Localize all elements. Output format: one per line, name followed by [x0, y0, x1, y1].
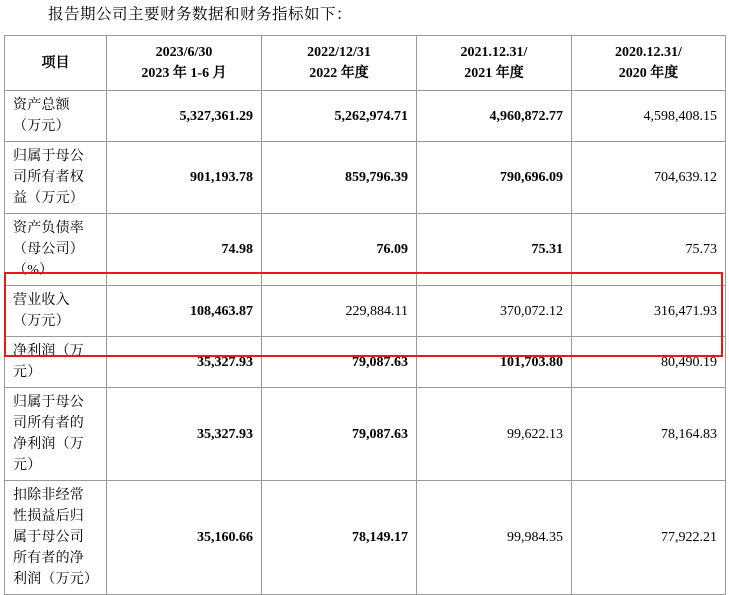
- row-value: 5,262,974.71: [262, 91, 417, 142]
- table-row-highlighted: [5, 337, 726, 388]
- column-header-2023: [107, 36, 262, 91]
- row-value: 99,984.35: [417, 481, 572, 595]
- row-label: 扣除非经常性损益后归属于母公司所有者的净利润（万元）: [5, 481, 107, 595]
- row-label: 归属于母公司所有者的净利润（万元）: [5, 388, 107, 481]
- row-value: 99,622.13: [417, 388, 572, 481]
- row-value: 790,696.09: [417, 142, 572, 214]
- row-value: 704,639.12: [572, 142, 726, 214]
- financial-data-table: [4, 35, 726, 595]
- row-value: 78,149.17: [262, 481, 417, 595]
- row-value: 78,164.83: [572, 388, 726, 481]
- column-header-line: 2022/12/31: [307, 45, 371, 60]
- row-value: 75.73: [572, 214, 726, 286]
- row-value: 77,922.21: [572, 481, 726, 595]
- row-label: 净利润（万元）: [5, 337, 107, 388]
- table-row: [5, 481, 726, 595]
- column-header-line: 2023/6/30: [155, 45, 213, 60]
- table-header-row: [5, 36, 726, 91]
- column-header-line: 2020 年度: [618, 66, 679, 81]
- row-label: 资产负债率（母公司）（%）: [5, 214, 107, 286]
- row-value: 859,796.39: [262, 142, 417, 214]
- column-header-line: 2023 年 1-6 月: [141, 66, 227, 81]
- table-row: [5, 214, 726, 286]
- row-value: 4,960,872.77: [417, 91, 572, 142]
- column-header-line: 2022 年度: [309, 66, 369, 81]
- column-header-2020: [572, 36, 726, 91]
- row-value: 229,884.11: [262, 286, 417, 337]
- column-header-line: 2021.12.31/: [460, 45, 528, 60]
- row-label: 资产总额（万元）: [5, 91, 107, 142]
- row-value: 80,490.19: [572, 337, 726, 388]
- column-header-2021: [417, 36, 572, 91]
- row-label: 营业收入（万元）: [5, 286, 107, 337]
- row-value: 108,463.87: [107, 286, 262, 337]
- intro-paragraph: 报告期公司主要财务数据和财务指标如下：: [48, 6, 353, 23]
- row-value: 35,160.66: [107, 481, 262, 595]
- row-value: 370,072.12: [417, 286, 572, 337]
- row-value: 4,598,408.15: [572, 91, 726, 142]
- table-row: [5, 388, 726, 481]
- row-value: 75.31: [417, 214, 572, 286]
- column-header-line: 2021 年度: [464, 66, 524, 81]
- row-value: 35,327.93: [107, 337, 262, 388]
- row-value: 79,087.63: [262, 337, 417, 388]
- table-row: [5, 142, 726, 214]
- column-header-item: [5, 36, 107, 91]
- row-label: 归属于母公司所有者权益（万元）: [5, 142, 107, 214]
- row-value: 316,471.93: [572, 286, 726, 337]
- row-value: 79,087.63: [262, 388, 417, 481]
- table-header: [5, 36, 726, 91]
- column-header-line: 2020.12.31/: [615, 45, 682, 60]
- column-header-2022: [262, 36, 417, 91]
- row-value: 901,193.78: [107, 142, 262, 214]
- column-header-line: 项目: [41, 55, 70, 71]
- table-body: [5, 91, 726, 595]
- table-row-highlighted: [5, 286, 726, 337]
- row-value: 74.98: [107, 214, 262, 286]
- row-value: 35,327.93: [107, 388, 262, 481]
- table-row: [5, 91, 726, 142]
- row-value: 76.09: [262, 214, 417, 286]
- row-value: 5,327,361.29: [107, 91, 262, 142]
- row-value: 101,703.80: [417, 337, 572, 388]
